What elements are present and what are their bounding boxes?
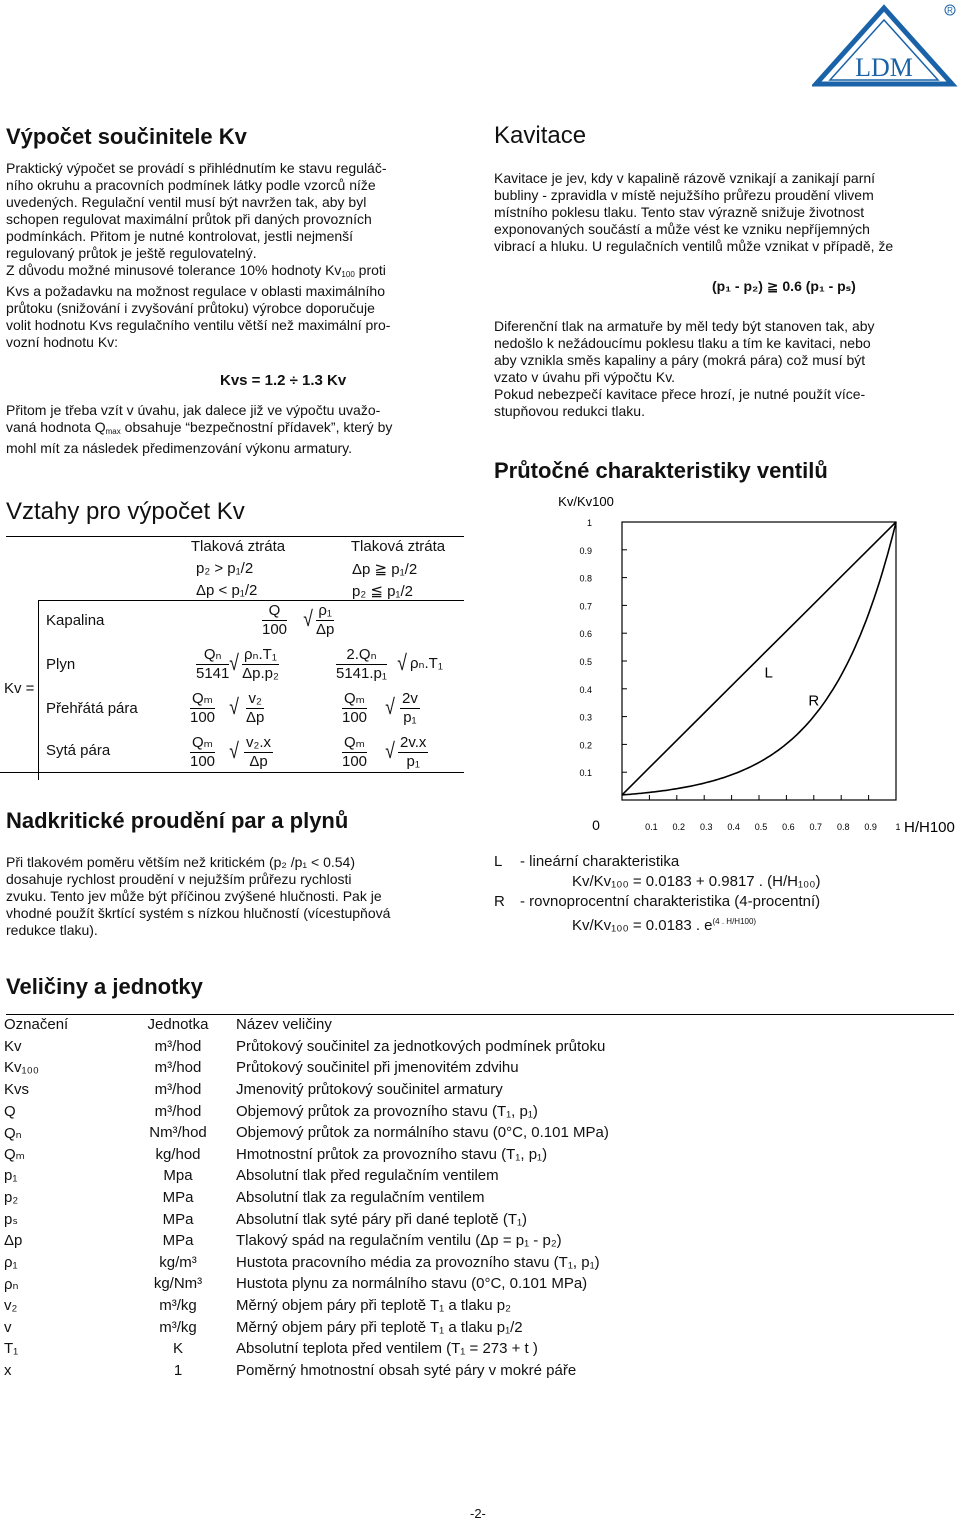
cell-unit: m³/hod — [154, 1102, 202, 1120]
flow-characteristics-chart — [494, 488, 960, 844]
y-tick-label: 0.4 — [579, 684, 592, 695]
col2-cond2: p₂ ≦ p₁/2 — [352, 583, 413, 600]
units-table — [4, 1014, 952, 1381]
cell-unit: m³/kg — [159, 1297, 197, 1315]
intro-line: schopen regulovat maximální průtok při daných provozních — [6, 211, 372, 227]
table-row — [4, 1338, 952, 1360]
cell-unit: MPa — [162, 1189, 194, 1207]
cavitation-line: vibrací a hluku. U regulačních ventilů může vznikat v případě, že — [494, 238, 894, 254]
cavitation-line: Kavitace je jev, kdy v kapalině rázově vznikají a zanikají parní — [494, 170, 876, 186]
x-tick-label: 0.2 — [672, 822, 686, 832]
cavitation-formula: (p₁ - p₂) ≧ 0.6 (p₁ - pₛ) — [712, 278, 856, 294]
col2-title: Tlaková ztráta — [350, 538, 446, 555]
cell-symbol: Kv — [4, 1037, 22, 1055]
y-tick-label: 0.5 — [579, 657, 592, 667]
sup-fraction-1: $\frac{\text{Qₘ}}{100}$ — [190, 690, 216, 726]
cell-unit: kg/Nm³ — [153, 1275, 203, 1293]
cavitation-line: místního poklesu tlaku. Tento stav výrazně snižuje životnost — [494, 204, 865, 220]
table-bottom-rule — [0, 772, 464, 773]
gas-fraction-1: $\frac{\text{Qₙ}}{5141}$ — [196, 646, 230, 682]
legend-linear: L - lineární charakteristika — [494, 853, 680, 870]
cell-name: Hmotnostní průtok za provozního stavu (T₁, p₁) — [236, 1145, 548, 1163]
cell-symbol: Qₘ — [4, 1146, 26, 1164]
title-flow-characteristics: Průtočné charakteristiky ventilů — [494, 458, 828, 483]
tolerance-line: Z důvodu možné minusové tolerance 10% hodnoty $Kv_{100}$ proti — [6, 262, 386, 279]
col1-title: Tlaková ztráta — [190, 538, 286, 555]
table-row — [4, 1252, 952, 1274]
title-kv-calculation: Výpočet součinitele Kv — [6, 124, 247, 149]
cavitation-line: nedošlo k nežádoucímu poklesu tlaku a tím ke kavitaci, nebo — [494, 335, 871, 351]
cell-name: Absolutní tlak před regulačním ventilem — [236, 1167, 499, 1185]
cell-symbol: Qₙ — [4, 1124, 22, 1142]
chart-legend — [494, 852, 954, 936]
sqrt-sign: √ — [397, 650, 407, 675]
cell-symbol: T₁ — [4, 1340, 19, 1358]
col1-cond1: p₂ > p₁/2 — [196, 560, 254, 577]
intro-line: Praktický výpočet se provádí s přihlédnutím ke stavu reguláč- — [6, 160, 387, 176]
x-tick-label: 0.1 — [645, 822, 658, 832]
liquid-root: $\frac{\text{ρ₁}}{\Delta p}$ — [316, 602, 335, 638]
cell-symbol: x — [4, 1361, 12, 1379]
sqrt-sign: √ — [385, 738, 395, 763]
cell-name: Objemový průtok za provozního stavu (T₁, p₁) — [236, 1102, 538, 1120]
cell-symbol: Δp — [4, 1232, 23, 1250]
svg-text:LDM: LDM — [855, 53, 913, 82]
gas-root-1: $\frac{\text{ρₙ.T₁}}{\text{Δp.p₂}}$ — [242, 646, 279, 682]
cell-name: Hustota plynu za normálního stavu (0°C, 0.101 MPa) — [236, 1275, 588, 1293]
gas-fraction-2: $\frac{\text{2.Qₙ}}{\text{5141.p₁}}$ — [336, 646, 387, 682]
y-axis-label: Kv/Kv100 — [558, 494, 614, 509]
ldm-logo — [812, 2, 960, 88]
cavitation-line: exponovaných součástí a může vést ke vzniku nepříjemných — [494, 221, 870, 237]
table-header-rule — [38, 600, 464, 601]
oversize-line: Přitom je třeba vzít v úvahu, jak dalece již ve výpočtu uvažo- — [6, 402, 381, 418]
x-tick-label: 0.4 — [727, 822, 740, 832]
sup-fraction-2: $\frac{\text{Qₘ}}{100}$ — [342, 690, 368, 726]
cell-symbol: ρ₁ — [4, 1253, 18, 1271]
cell-name: Absolutní tlak syté páry při dané teplotě (T₁) — [236, 1210, 528, 1228]
table-row — [4, 1057, 952, 1079]
supercritical-line: redukce tlaku). — [6, 922, 98, 938]
y-tick-label: 0.1 — [579, 768, 592, 779]
cell-name: Jmenovitý průtokový součinitel armatury — [236, 1081, 503, 1099]
sqrt-sign: √ — [229, 738, 239, 763]
cavitation-line: stupňovou redukci tlaku. — [494, 403, 645, 419]
x-tick-label: 0.6 — [782, 822, 795, 832]
cell-name: Průtokový součinitel za jednotkových podmínek průtoku — [236, 1037, 606, 1055]
sqrt-sign: √ — [229, 694, 239, 719]
cell-symbol: Q — [4, 1102, 16, 1120]
table-row — [4, 1316, 952, 1338]
legend-equal-percentage-formula: Kv/Kv₁₀₀ = 0.0183 . $e^{(4 . H/H100)}$ — [572, 917, 757, 934]
supercritical-line: zvuku. Tento jev může být příčinou zvýšené hlučnosti. Pak je — [6, 888, 382, 904]
cell-symbol: p₁ — [4, 1167, 18, 1185]
table-row — [4, 1295, 952, 1317]
title-supercritical: Nadkritické proudění par a plynů — [6, 808, 349, 833]
cell-symbol: Kvs — [4, 1081, 30, 1099]
title-kv-relations: Vztahy pro výpočet Kv — [6, 498, 245, 525]
x-tick-label: 0.8 — [836, 822, 850, 832]
x-tick-label: 0.3 — [699, 822, 713, 832]
table-vrule — [38, 600, 39, 780]
cell-name: Absolutní tlak za regulačním ventilem — [236, 1189, 485, 1207]
tolerance-line: Kvs a požadavku na možnost regulace v oblasti maximálního — [6, 283, 385, 299]
svg-text:R: R — [947, 6, 953, 15]
cell-symbol: ρₙ — [4, 1275, 19, 1293]
sat-fraction-2: $\frac{\text{Qₘ}}{100}$ — [342, 734, 368, 770]
header-symbol: Označení — [4, 1016, 69, 1034]
cell-symbol: v — [4, 1318, 12, 1336]
units-header-row — [4, 1014, 952, 1036]
table-row — [4, 1273, 952, 1295]
cavitation-paragraph-2 — [494, 318, 954, 420]
cell-name: Absolutní teplota před ventilem (T₁ = 273 + t ) — [236, 1340, 538, 1358]
header-name: Název veličiny — [236, 1016, 332, 1034]
sup-root-1: $\frac{\text{v₂}}{\Delta p}$ — [246, 690, 265, 726]
supercritical-line: Při tlakovém poměru větším než kritickém (p₂ /p₁ < 0.54) — [6, 854, 355, 870]
x-tick-label: 0 — [592, 817, 600, 833]
x-tick-label: 0.7 — [809, 822, 823, 832]
tolerance-line: průtoku (snižování i zvyšování průtoku) výrobce doporučuje — [6, 300, 375, 316]
series-L-line — [622, 522, 896, 795]
oversize-line: mohl mít za následek předimenzování výkonu armatury. — [6, 440, 353, 456]
table-top-rule — [6, 536, 464, 537]
cell-name: Hustota pracovního média za provozního stavu (T₁, p₁) — [236, 1253, 600, 1271]
table-row — [4, 1230, 952, 1252]
legend-equal-percentage: R - rovnoprocentní charakteristika (4-procentní) — [494, 893, 821, 910]
y-tick-label: 0.7 — [579, 601, 592, 612]
intro-paragraph — [6, 160, 464, 351]
row-superheated-steam: Přehřátá pára — [46, 700, 138, 717]
table-row — [4, 1036, 952, 1058]
y-tick-label: 0.8 — [579, 573, 592, 584]
table-row — [4, 1144, 952, 1166]
oversize-paragraph — [6, 402, 464, 457]
title-cavitation: Kavitace — [494, 122, 587, 149]
gas-root-2: ρₙ.T₁ — [410, 655, 443, 672]
intro-line: uvedených. Regulační ventil musí být navržen tak, aby byl — [6, 194, 367, 210]
sqrt-sign: √ — [303, 606, 313, 631]
sup-root-2: $\frac{2v}{\text{p₁}}$ — [402, 690, 418, 726]
ldm-logo-graphic — [812, 2, 960, 88]
cell-unit: K — [172, 1340, 183, 1358]
cell-symbol: Kv₁₀₀ — [4, 1059, 40, 1077]
kv-equals: Kv = — [4, 680, 35, 697]
table-row — [4, 1122, 952, 1144]
cavitation-line: Diferenční tlak na armatuře by měl tedy být stanoven tak, aby — [494, 318, 875, 334]
x-tick-label: 0.9 — [864, 822, 877, 832]
sqrt-sign: √ — [229, 650, 239, 675]
cavitation-line: aby vznikla směs kapaliny a páry (mokrá pára) což musí být — [494, 352, 866, 368]
y-tick-label: 0.2 — [579, 740, 592, 751]
cell-unit: 1 — [173, 1361, 183, 1379]
cell-name: Měrný objem páry při teplotě T₁ a tlaku p₁/2 — [236, 1318, 523, 1336]
supercritical-paragraph — [6, 854, 464, 939]
x-axis-label: H/H100 — [904, 819, 955, 836]
supercritical-line: vhodné použít škrtící systém s nízkou hlučností (vícestupňová — [6, 905, 391, 921]
table-row — [4, 1208, 952, 1230]
y-tick-label: 0.9 — [579, 545, 592, 556]
header-unit: Jednotka — [147, 1016, 209, 1034]
cell-unit: m³/hod — [154, 1037, 202, 1055]
sat-root-2: $\frac{2v.x}{\text{p₁}}$ — [400, 734, 427, 770]
x-tick-label: 1 — [895, 822, 901, 832]
y-tick-label: 0.3 — [579, 712, 592, 723]
cell-unit: Nm³/hod — [149, 1124, 207, 1142]
y-tick-label: 1 — [586, 518, 592, 528]
tolerance-line: vozní hodnotu Kv: — [6, 334, 119, 350]
y-tick-label: 0.6 — [579, 629, 592, 640]
oversize-line: vaná hodnota $Q_{max}$ obsahuje “bezpečnostní přídavek”, který by — [6, 419, 393, 436]
row-gas: Plyn — [46, 656, 76, 673]
col1-cond2: Δp < p₁/2 — [196, 582, 258, 599]
cell-unit: m³/kg — [159, 1318, 197, 1336]
row-saturated-steam: Sytá pára — [46, 742, 111, 759]
cell-unit: MPa — [162, 1210, 194, 1228]
cavitation-line: vzato v úvahu při výpočtu Kv. — [494, 369, 676, 385]
sat-fraction-1: $\frac{\text{Qₘ}}{100}$ — [190, 734, 216, 770]
sat-root-1: $\frac{\text{v₂.x}}{\Delta p}$ — [246, 734, 271, 770]
cell-symbol: v₂ — [4, 1297, 18, 1315]
series-R-label: R — [808, 692, 820, 710]
x-tick-label: 0.5 — [754, 822, 768, 832]
kvs-formula: Kvs = 1.2 ÷ 1.3 Kv — [220, 372, 347, 389]
cell-unit: kg/hod — [155, 1145, 201, 1163]
cell-name: Měrný objem páry při teplotě T₁ a tlaku p₂ — [236, 1297, 511, 1315]
intro-line: podmínkách. Přitom je nutné kontrolovat, jestli nejmenší — [6, 228, 354, 244]
cavitation-paragraph — [494, 170, 954, 255]
series-L-label: L — [764, 664, 773, 682]
table-row — [4, 1187, 952, 1209]
cell-name: Objemový průtok za normálního stavu (0°C, 0.101 MPa) — [236, 1124, 609, 1142]
cell-symbol: pₛ — [4, 1211, 18, 1229]
cell-unit: Mpa — [163, 1167, 193, 1185]
cavitation-line: bubliny - zpravidla v místě nejužšího průřezu proudění vlivem — [494, 187, 874, 203]
cell-unit: MPa — [162, 1232, 194, 1250]
col2-cond1: Δp ≧ p₁/2 — [352, 561, 418, 578]
cell-unit: m³/hod — [154, 1081, 202, 1099]
intro-line: regulovaný průtok je ještě regulovatelný. — [6, 245, 257, 261]
tolerance-line: volit hodnotu Kvs regulačního ventilu větší než maximální pro- — [6, 317, 391, 333]
kv-formula-table — [0, 536, 470, 786]
intro-line: ního okruhu a pracovních podmínek látky podle vzorců níže — [6, 177, 376, 193]
cell-unit: m³/hod — [154, 1059, 202, 1077]
cell-name: Tlakový spád na regulačním ventilu (Δp = p₁ - p₂) — [236, 1232, 562, 1250]
cell-unit: kg/m³ — [159, 1253, 197, 1271]
table-row — [4, 1100, 952, 1122]
row-liquid: Kapalina — [46, 612, 105, 629]
cell-name: Poměrný hmotnostní obsah syté páry v mokré páře — [236, 1361, 577, 1379]
title-quantities-units: Veličiny a jednotky — [6, 974, 203, 999]
liquid-fraction: $\frac{Q}{100}$ — [262, 602, 288, 638]
table-row — [4, 1079, 952, 1101]
cavitation-line: Pokud nebezpečí kavitace přece hrozí, je nutné použít více- — [494, 386, 866, 402]
cell-name: Průtokový součinitel při jmenovitém zdvihu — [236, 1059, 519, 1077]
legend-linear-formula: Kv/Kv₁₀₀ = 0.0183 + 0.9817 . (H/H₁₀₀) — [572, 873, 821, 890]
page-number: -2- — [470, 1506, 486, 1521]
cell-symbol: p₂ — [4, 1189, 19, 1207]
sqrt-sign: √ — [385, 694, 395, 719]
table-row — [4, 1165, 952, 1187]
supercritical-line: dosahuje rychlost proudění v nejužším průřezu rychlosti — [6, 871, 352, 887]
table-row — [4, 1360, 952, 1382]
